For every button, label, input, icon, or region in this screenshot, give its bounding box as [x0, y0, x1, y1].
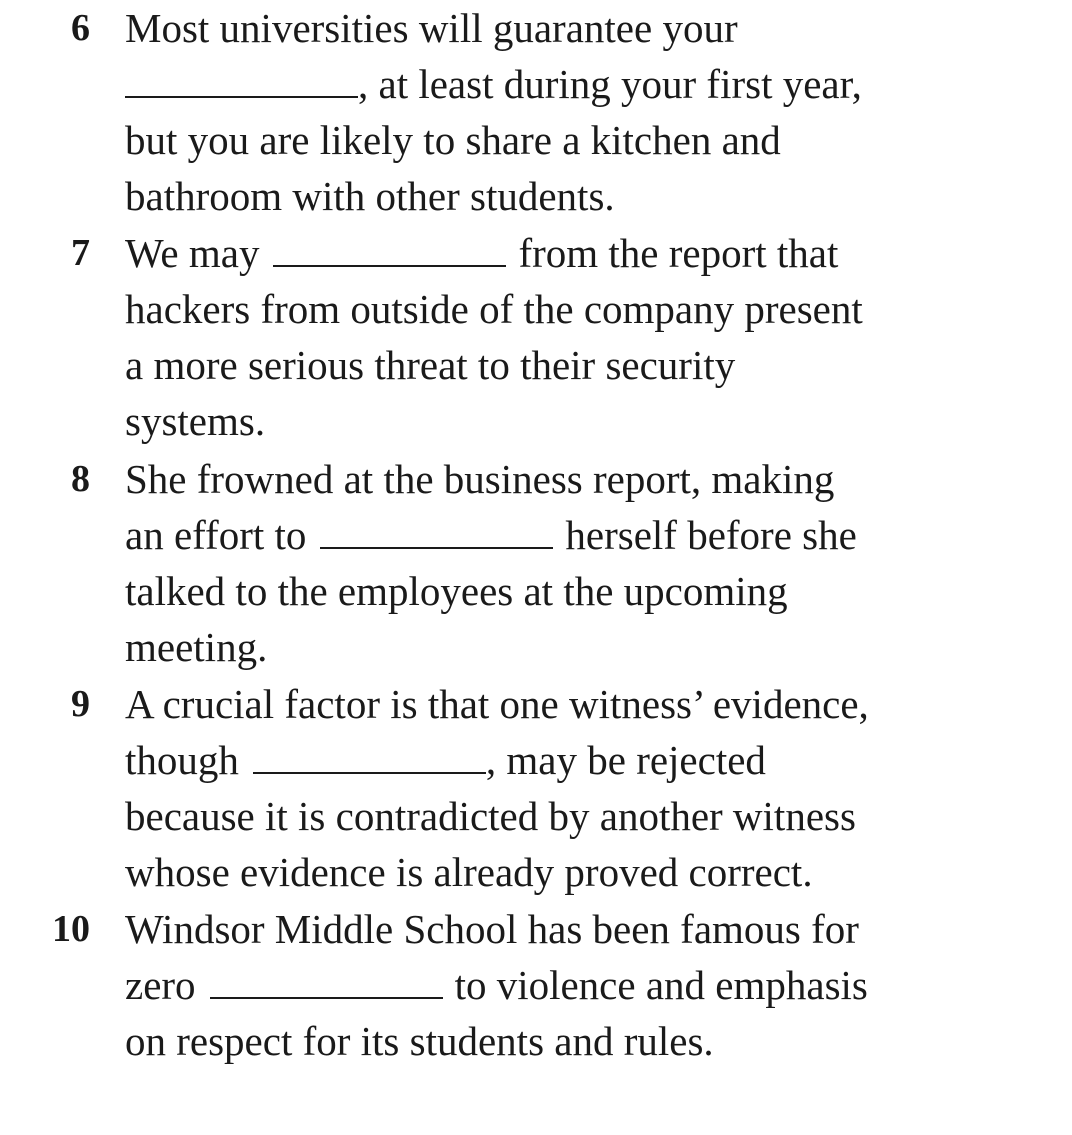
item-8-line-2: an effort to herself before she	[125, 507, 857, 563]
answer-blank-8[interactable]	[320, 507, 553, 549]
item-7-line-3: a more serious threat to their security	[125, 342, 736, 388]
item-9-line-1: A crucial factor is that one witness’ evidence,	[125, 681, 869, 727]
item-number-9: 9	[71, 683, 90, 725]
answer-blank-6[interactable]	[125, 56, 358, 98]
item-7-line-2: hackers from outside of the company present	[125, 286, 863, 332]
item-6-line-4: bathroom with other students.	[125, 173, 615, 219]
item-9-line-2: though , may be rejected	[125, 732, 766, 788]
item-6-line-1: Most universities will guarantee your	[125, 5, 738, 51]
item-8-line-3: talked to the employees at the upcoming	[125, 568, 788, 614]
answer-blank-7[interactable]	[273, 225, 506, 267]
item-number-10: 10	[52, 908, 90, 950]
item-8-line-4: meeting.	[125, 624, 268, 670]
item-10-line-1: Windsor Middle School has been famous for	[125, 906, 859, 952]
item-7-line-1: We may from the report that	[125, 225, 838, 281]
item-number-7: 7	[71, 232, 90, 274]
item-10-line-3: on respect for its students and rules.	[125, 1018, 714, 1064]
item-6-line-2: , at least during your first year,	[125, 56, 862, 112]
item-6-line-3: but you are likely to share a kitchen and	[125, 117, 781, 163]
answer-blank-9[interactable]	[253, 732, 486, 774]
item-9-line-3: because it is contradicted by another witness	[125, 793, 856, 839]
item-9-line-4: whose evidence is already proved correct.	[125, 849, 813, 895]
item-10-line-2: zero to violence and emphasis	[125, 957, 868, 1013]
item-number-6: 6	[71, 7, 90, 49]
item-7-line-4: systems.	[125, 398, 266, 444]
item-number-8: 8	[71, 458, 90, 500]
item-8-line-1: She frowned at the business report, making	[125, 456, 835, 502]
answer-blank-10[interactable]	[210, 957, 443, 999]
